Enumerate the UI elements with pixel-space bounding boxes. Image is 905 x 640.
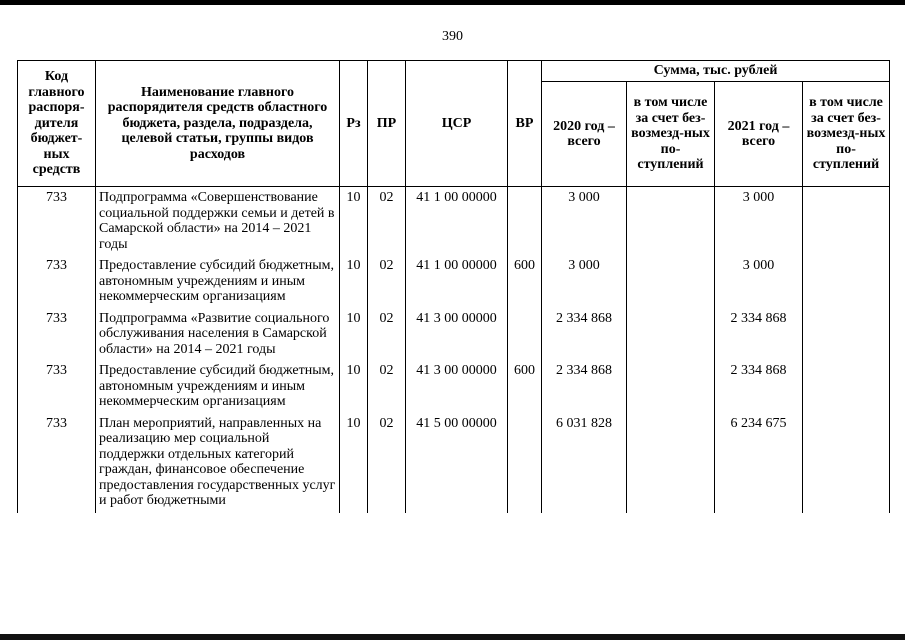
cell-vr: 600: [508, 256, 542, 309]
cell-vr: [508, 414, 542, 513]
bottom-scan-border: [0, 634, 905, 640]
cell-code: 733: [18, 414, 96, 513]
header-name: Наименование главного распорядителя средств областного бюджета, раздела, подраздела, целевой статьи, группы видов расходов: [96, 61, 340, 187]
table-row: [18, 414, 890, 513]
cell-name: Подпрограмма «Развитие социального обслуживания населения в Самарской области» на 2014 – 2021 годы: [96, 309, 340, 362]
cell-2021-total: 3 000: [715, 256, 803, 309]
cell-2020-total: 3 000: [542, 256, 627, 309]
header-csr: ЦСР: [406, 61, 508, 187]
cell-2020-total: 6 031 828: [542, 414, 627, 513]
table-header: [18, 61, 890, 187]
header-2020-total: 2020 год – всего: [542, 82, 627, 187]
cell-pr: 02: [368, 187, 406, 257]
cell-code: 733: [18, 256, 96, 309]
header-vr: ВР: [508, 61, 542, 187]
cell-csr: 41 1 00 00000: [406, 256, 508, 309]
cell-2021-gratis: [803, 256, 890, 309]
cell-csr: 41 3 00 00000: [406, 361, 508, 414]
header-2021-gratis: в том числе за счет без-возмезд-ных по-ступлений: [803, 82, 890, 187]
cell-pr: 02: [368, 256, 406, 309]
cell-code: 733: [18, 361, 96, 414]
cell-csr: 41 3 00 00000: [406, 309, 508, 362]
cell-pr: 02: [368, 414, 406, 513]
cell-2020-total: 3 000: [542, 187, 627, 257]
header-sum-group: Сумма, тыс. рублей: [542, 61, 890, 82]
cell-code: 733: [18, 187, 96, 257]
budget-table: [17, 60, 890, 513]
cell-2021-total: 3 000: [715, 187, 803, 257]
cell-2021-gratis: [803, 361, 890, 414]
table-row: [18, 361, 890, 414]
cell-name: Предоставление субсидий бюджетным, автономным учреждениям и иным некоммерческим организациям: [96, 361, 340, 414]
cell-2020-gratis: [627, 187, 715, 257]
cell-name: Предоставление субсидий бюджетным, автономным учреждениям и иным некоммерческим организациям: [96, 256, 340, 309]
page-number: 390: [442, 29, 463, 44]
cell-2020-gratis: [627, 256, 715, 309]
cell-2020-gratis: [627, 361, 715, 414]
table-row: [18, 309, 890, 362]
cell-csr: 41 5 00 00000: [406, 414, 508, 513]
cell-2021-total: 2 334 868: [715, 361, 803, 414]
cell-rz: 10: [340, 414, 368, 513]
cell-rz: 10: [340, 361, 368, 414]
table-row: [18, 256, 890, 309]
cell-vr: [508, 309, 542, 362]
cell-name: Подпрограмма «Совершенствование социальной поддержки семьи и детей в Самарской области» на 2014 – 2021 годы: [96, 187, 340, 257]
table-row: [18, 187, 890, 257]
header-pr: ПР: [368, 61, 406, 187]
cell-vr: 600: [508, 361, 542, 414]
header-2020-gratis: в том числе за счет без-возмезд-ных по-ступлений: [627, 82, 715, 187]
cell-2020-total: 2 334 868: [542, 361, 627, 414]
header-code: Код главного распоря-дителя бюджет-ных средств: [18, 61, 96, 187]
cell-rz: 10: [340, 309, 368, 362]
cell-pr: 02: [368, 361, 406, 414]
cell-vr: [508, 187, 542, 257]
top-scan-border: [0, 0, 905, 5]
table-body: [18, 187, 890, 513]
cell-2020-total: 2 334 868: [542, 309, 627, 362]
cell-2021-total: 6 234 675: [715, 414, 803, 513]
cell-rz: 10: [340, 187, 368, 257]
cell-2021-total: 2 334 868: [715, 309, 803, 362]
cell-2020-gratis: [627, 309, 715, 362]
cell-2021-gratis: [803, 187, 890, 257]
header-rz: Рз: [340, 61, 368, 187]
cell-pr: 02: [368, 309, 406, 362]
cell-rz: 10: [340, 256, 368, 309]
cell-2021-gratis: [803, 309, 890, 362]
cell-2020-gratis: [627, 414, 715, 513]
cell-name: План мероприятий, направленных на реализацию мер социальной поддержки отдельных категорий граждан, финансовое обеспечение предоставления государственных услуг и работ бюджетными: [96, 414, 340, 513]
header-2021-total: 2021 год – всего: [715, 82, 803, 187]
cell-2021-gratis: [803, 414, 890, 513]
cell-csr: 41 1 00 00000: [406, 187, 508, 257]
cell-code: 733: [18, 309, 96, 362]
